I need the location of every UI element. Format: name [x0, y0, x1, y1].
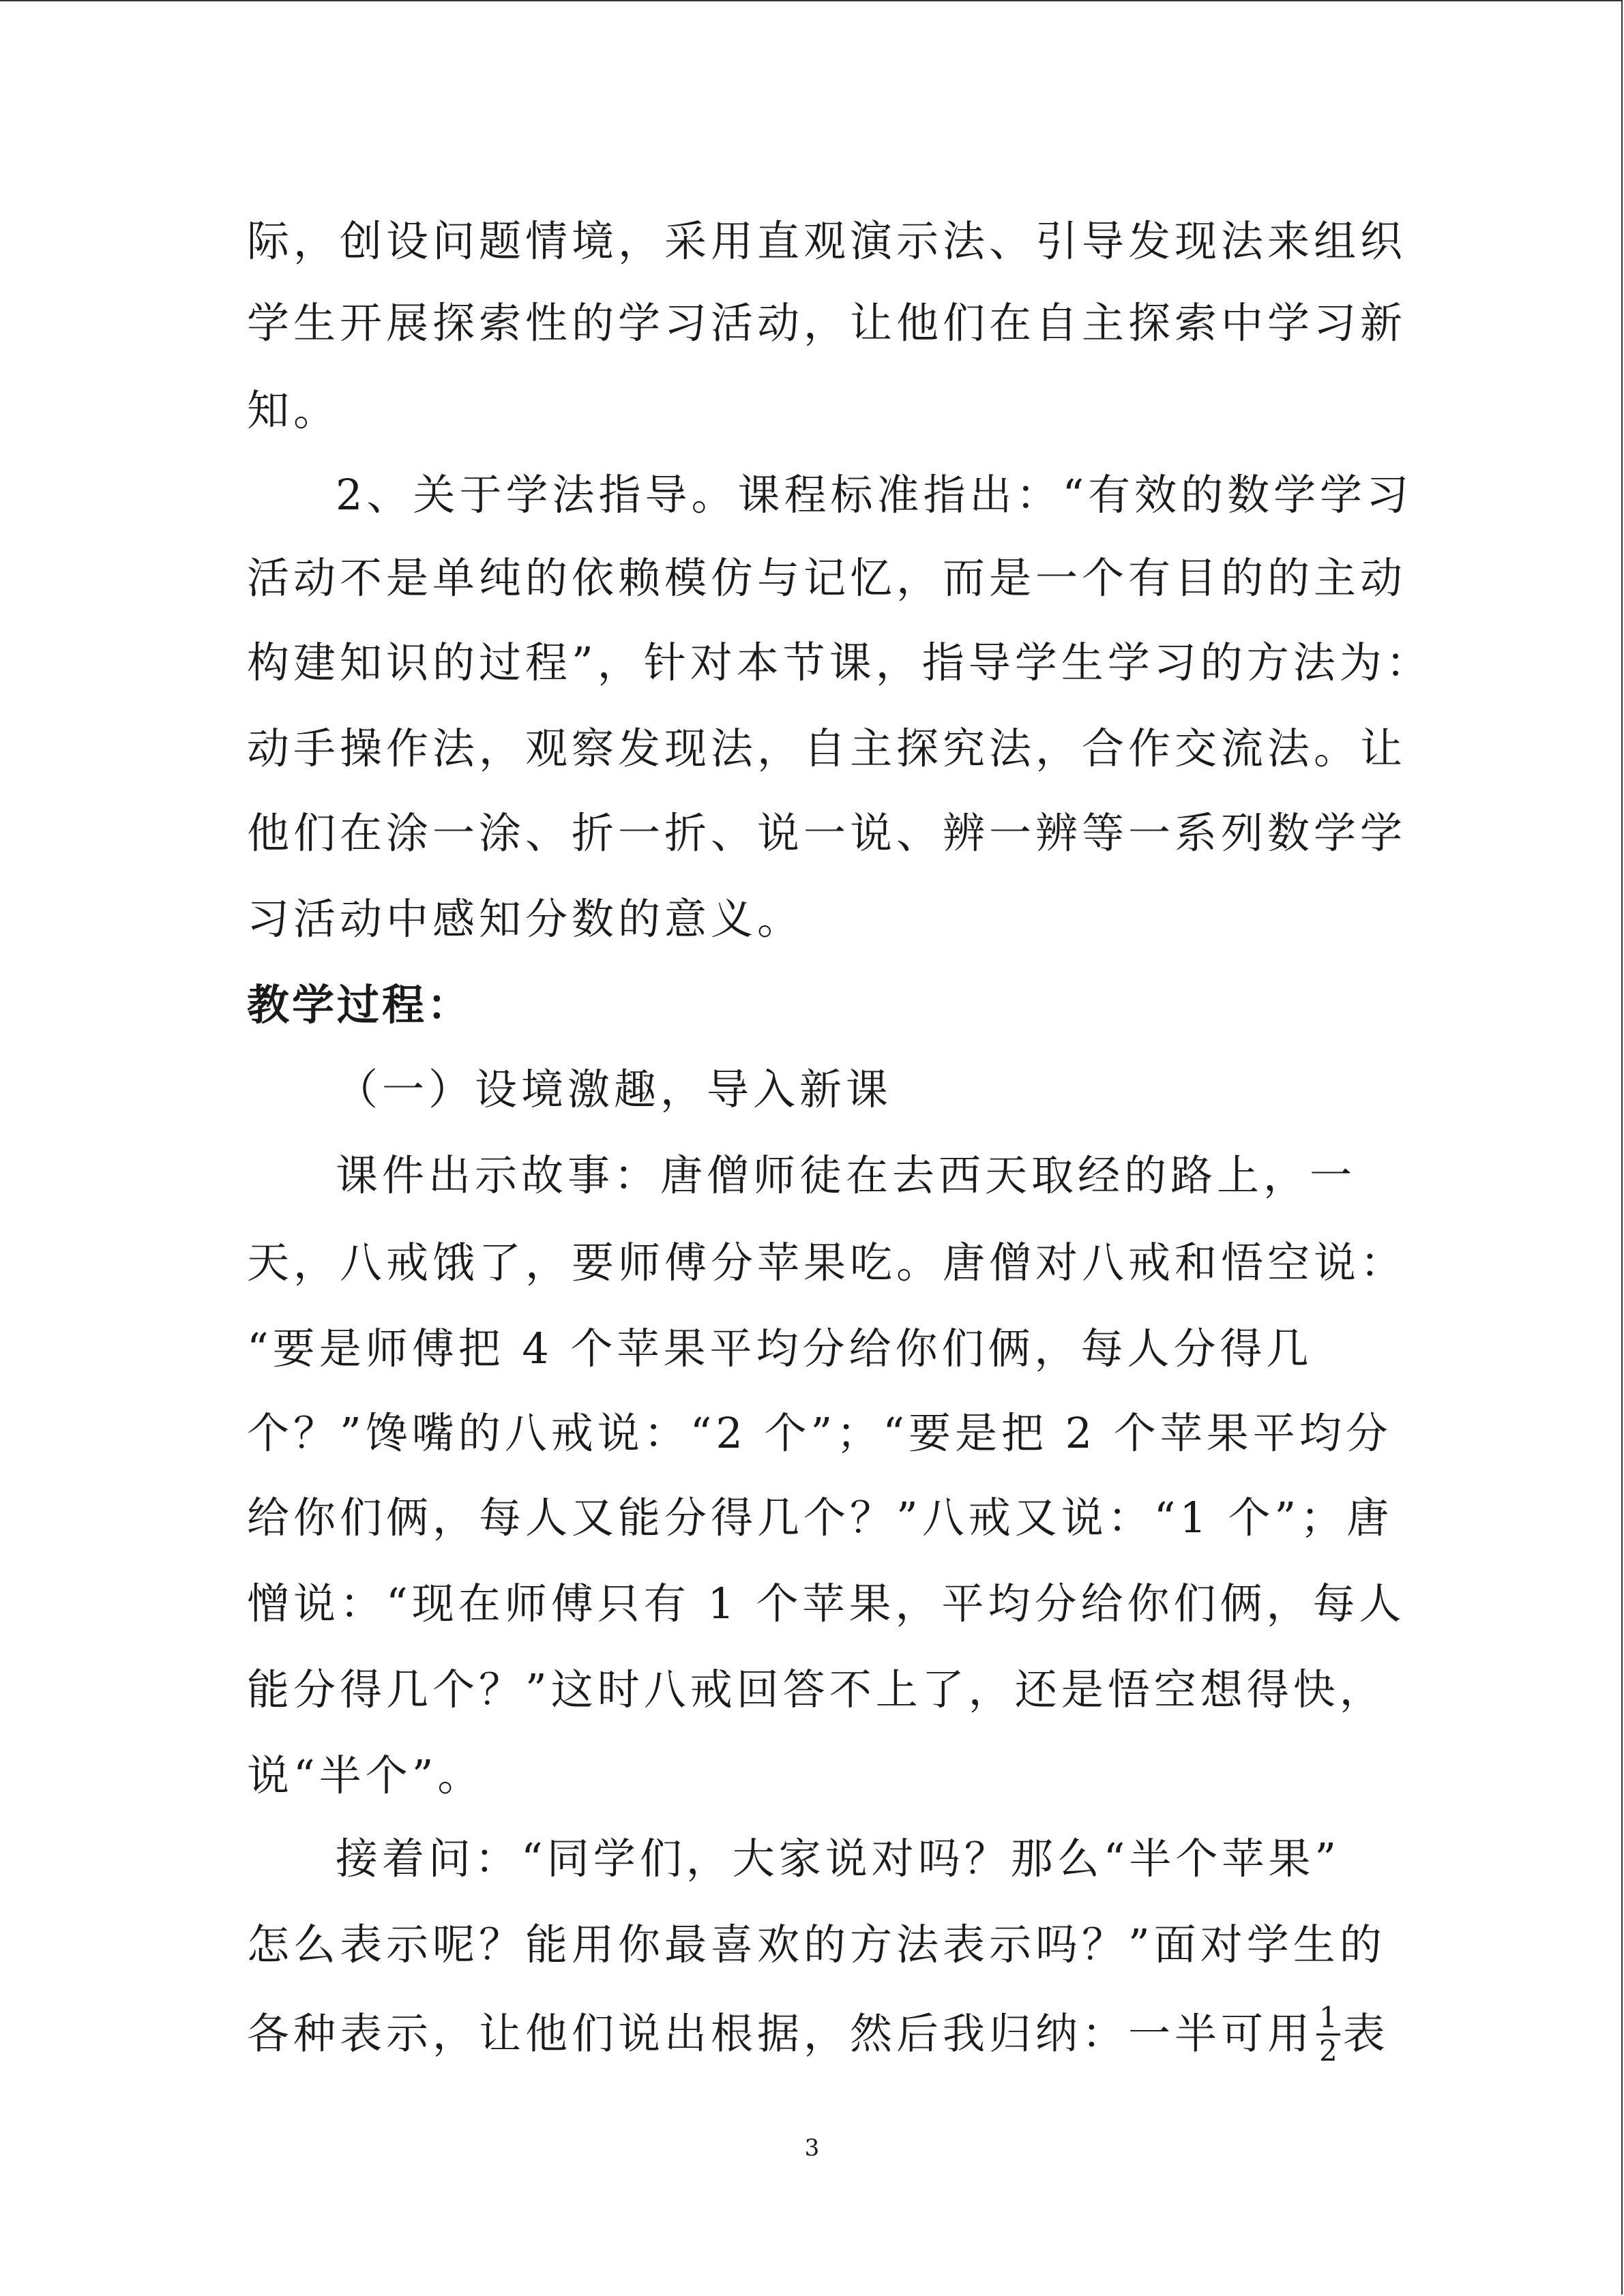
paragraph-line: 动手操作法，观察发现法，自主探究法，合作交流法。让	[247, 724, 1407, 773]
line-text-before: 各种表示，让他们说出根据，然后我归纳：一半可用	[247, 2008, 1314, 2059]
paragraph-line: 知。	[247, 385, 340, 435]
paragraph-line: 憎说：“现在师傅只有 1 个苹果，平均分给你们俩，每人	[247, 1579, 1406, 1628]
paragraph-line: 学生开展探索性的学习活动，让他们在自主探索中学习新	[247, 298, 1407, 348]
paragraph-line: 活动不是单纯的依赖模仿与记忆，而是一个有目的的主动	[247, 553, 1407, 603]
paragraph-line: 习活动中感知分数的意义。	[247, 894, 804, 944]
line-text-after: 表	[1342, 2008, 1389, 2059]
page-number: 3	[804, 2134, 820, 2162]
paragraph-line: 个？”馋嘴的八戒说：“2 个”；“要是把 2 个苹果平均分	[247, 1408, 1392, 1458]
paragraph-line: 2、关于学法指导。课程标准指出：“有效的数学学习	[336, 470, 1413, 520]
paragraph-line: 怎么表示呢？能用你最喜欢的方法表示吗？”面对学生的	[247, 1920, 1386, 1969]
subsection-heading: （一）设境激趣，导入新课	[336, 1064, 893, 1114]
fraction-numerator: 1	[1316, 2002, 1340, 2036]
paragraph-line: 天，八戒饿了，要师傅分苹果吃。唐僧对八戒和悟空说：	[247, 1238, 1407, 1287]
paragraph-line: “要是师傅把 4 个苹果平均分给你们俩，每人分得几	[247, 1324, 1313, 1373]
paragraph-line: 接着问：“同学们，大家说对吗？那么“半个苹果”	[336, 1834, 1341, 1883]
paragraph-line: 能分得几个？”这时八戒回答不上了，还是悟空想得快，	[247, 1665, 1386, 1714]
paragraph-line: 他们在涂一涂、折一折、说一说、辨一辨等一系列数学学	[247, 808, 1407, 858]
paragraph-line: 课件出示故事：唐僧师徒在去西天取经的路上，一	[336, 1150, 1357, 1200]
paragraph-line: 际，创设问题情境，采用直观演示法、引导发现法来组织	[247, 216, 1407, 266]
fraction-denominator: 2	[1319, 2034, 1338, 2068]
paragraph-line: 构建知识的过程”，针对本节课，指导学生学习的方法为：	[247, 638, 1432, 687]
section-heading: 教学过程：	[247, 980, 473, 1030]
paragraph-line: 说“半个”。	[247, 1750, 484, 1800]
fraction-one-half	[1316, 2002, 1340, 2067]
paragraph-line: 给你们俩，每人又能分得几个？”八戒又说：“1 个”；唐	[247, 1493, 1393, 1542]
paragraph-line-with-fraction	[247, 2001, 1389, 2070]
